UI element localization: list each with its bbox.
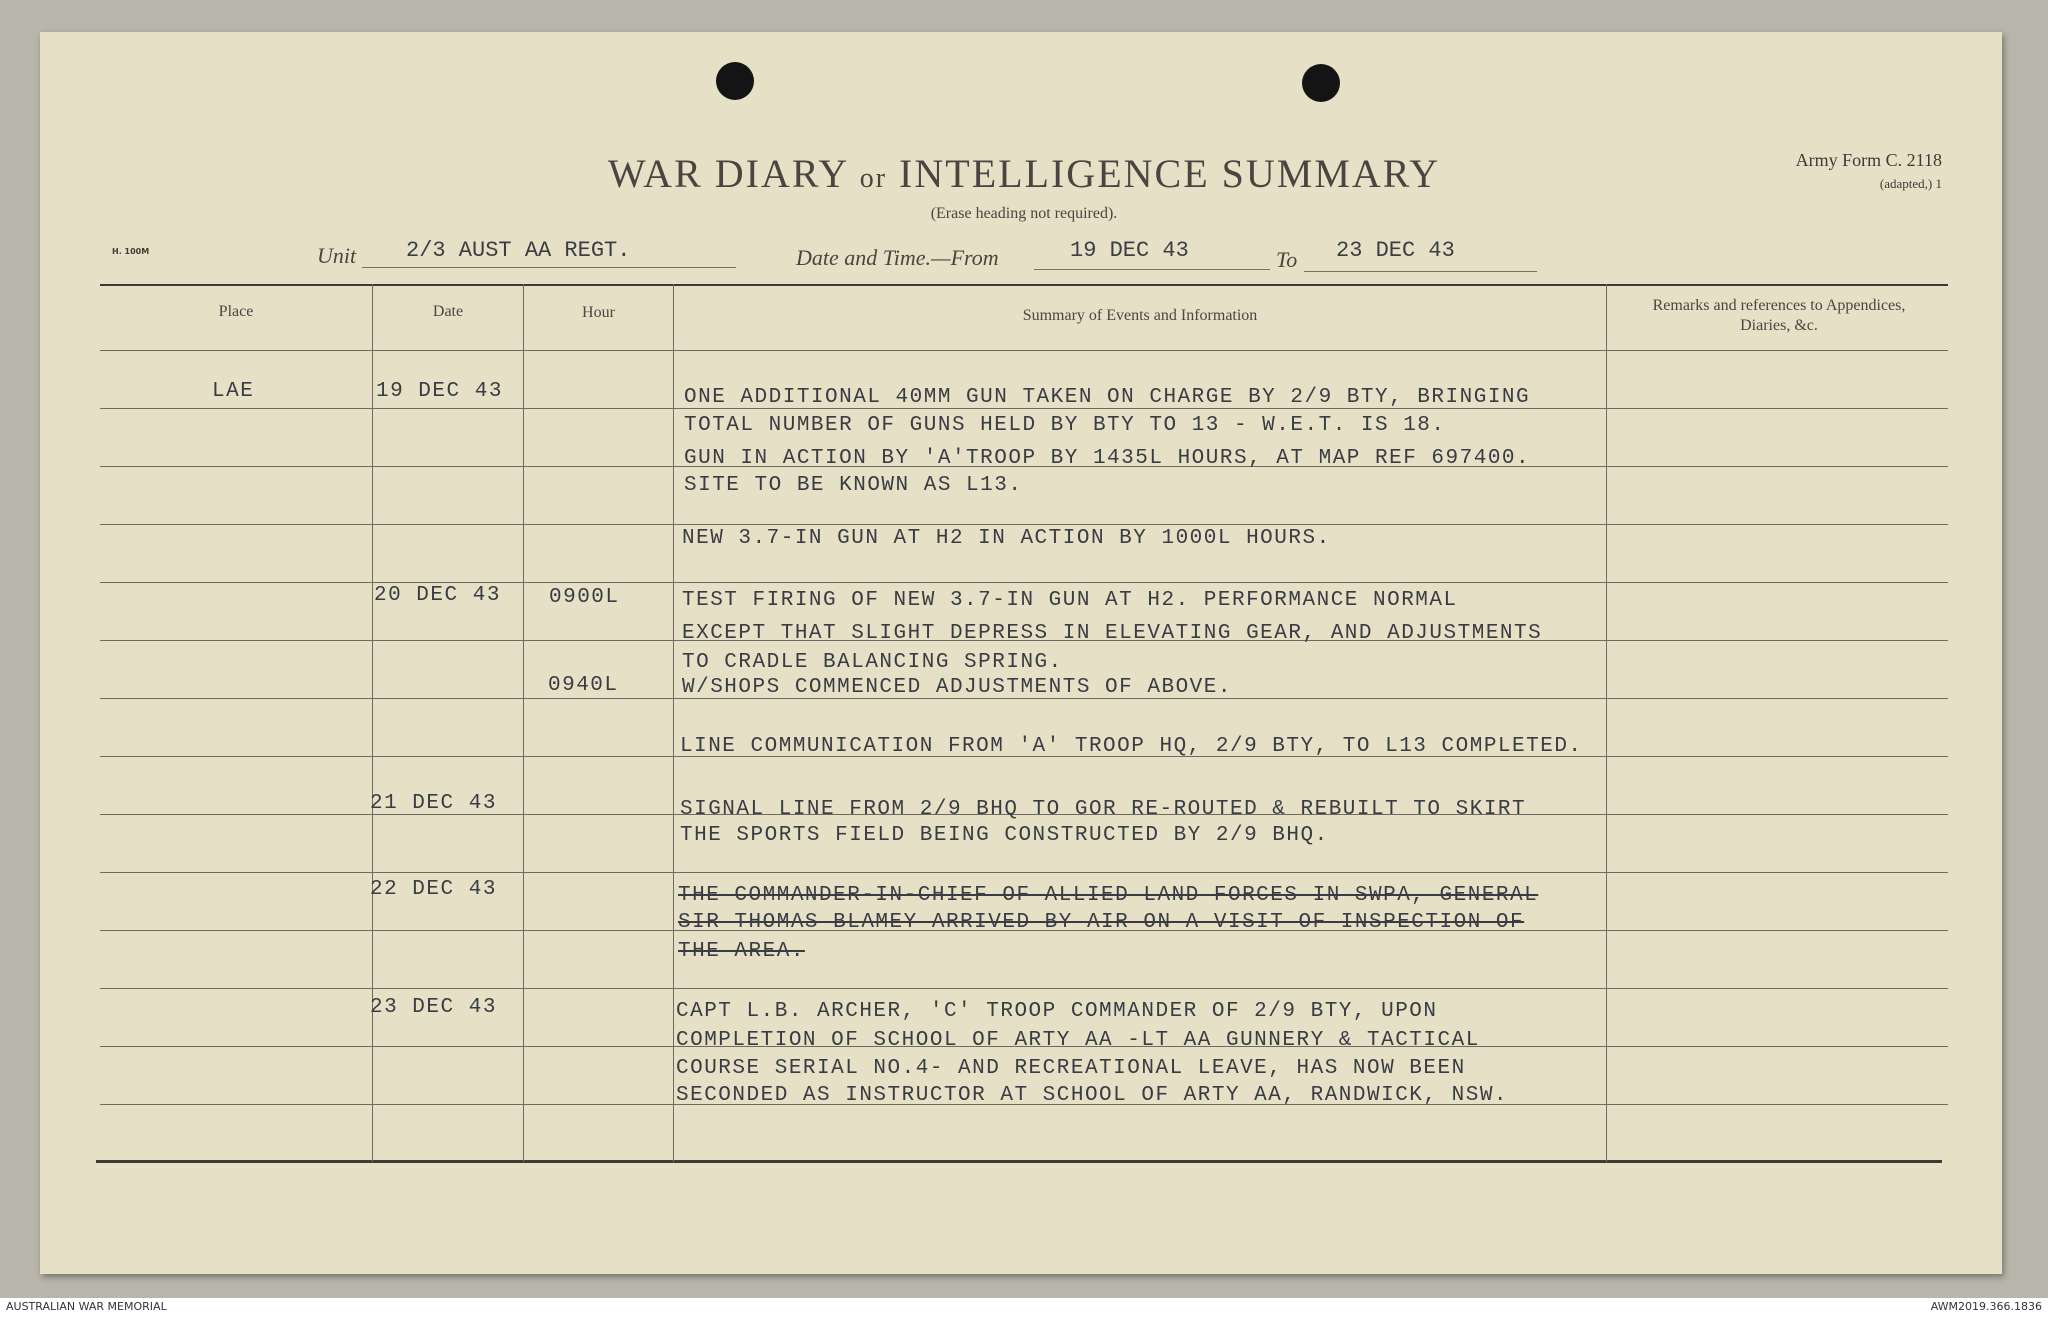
- col-header-hour: Hour: [582, 304, 615, 321]
- col-separator-place: [372, 284, 373, 1162]
- ruled-line: [100, 988, 1948, 989]
- summary-line: SITE TO BE KNOWN AS L13.: [684, 474, 1023, 497]
- ruled-line: [100, 582, 1948, 583]
- col-header-remarks: Remarks and references to Appendices, Diaries, &c.: [1652, 297, 1906, 334]
- date-entry: 23 DEC 43: [370, 996, 497, 1019]
- ruled-line: [100, 524, 1948, 525]
- unit-value: 2/3 AUST AA REGT.: [406, 238, 631, 263]
- summary-line: COURSE SERIAL NO.4- AND RECREATIONAL LEAVE, HAS NOW BEEN: [676, 1057, 1466, 1080]
- table-top-rule: [100, 284, 1948, 286]
- struck-summary-line: THE AREA.: [678, 940, 805, 963]
- erase-note: (Erase heading not required).: [930, 205, 1118, 222]
- unit-label: Unit: [317, 243, 357, 268]
- form-adapted: [1796, 172, 1942, 196]
- col-header-date: Date: [432, 303, 464, 320]
- summary-line: ONE ADDITIONAL 40MM GUN TAKEN ON CHARGE BY 2/9 BTY, BRINGING: [684, 386, 1531, 409]
- title-or: or: [859, 163, 888, 194]
- col-separator-summary: [1606, 284, 1607, 1162]
- date-from-label: Date and Time.—From: [796, 245, 999, 270]
- date-from-value: 19 DEC 43: [1070, 238, 1189, 263]
- archive-credit: AUSTRALIAN WAR MEMORIAL: [6, 1300, 167, 1313]
- summary-line: TOTAL NUMBER OF GUNS HELD BY BTY TO 13 - W.E.T. IS 18.: [684, 414, 1446, 437]
- punch-hole-right: [1302, 64, 1340, 102]
- form-number-block: [1796, 148, 1942, 196]
- summary-line: THE SPORTS FIELD BEING CONSTRUCTED BY 2/9 BHQ.: [680, 824, 1329, 847]
- date-to-value: 23 DEC 43: [1336, 238, 1455, 263]
- col-separator-date: [523, 284, 524, 1162]
- hour-entry: 0900L: [549, 586, 620, 609]
- date-from-underline: [1034, 269, 1270, 270]
- date-entry: 20 DEC 43: [374, 584, 501, 607]
- summary-line: W/SHOPS COMMENCED ADJUSTMENTS OF ABOVE.: [682, 676, 1232, 699]
- form-number: Army Form C. 2118: [1795, 150, 1942, 170]
- struck-summary-line: SIR THOMAS BLAMEY ARRIVED BY AIR ON A VISIT OF INSPECTION OF: [678, 911, 1525, 934]
- date-entry: 19 DEC 43: [376, 380, 503, 403]
- form-adapted-label: (adapted,): [1879, 176, 1933, 191]
- header-rule: [100, 350, 1948, 351]
- summary-line: EXCEPT THAT SLIGHT DEPRESS IN ELEVATING GEAR, AND ADJUSTMENTS: [682, 622, 1543, 645]
- summary-line: LINE COMMUNICATION FROM 'A' TROOP HQ, 2/9 BTY, TO L13 COMPLETED.: [680, 735, 1583, 758]
- struck-summary-line: THE COMMANDER-IN-CHIEF OF ALLIED LAND FORCES IN SWPA, GENERAL: [678, 884, 1539, 907]
- date-entry: 21 DEC 43: [370, 792, 497, 815]
- form-adapted-mark: 1: [1935, 176, 1942, 191]
- summary-line: SECONDED AS INSTRUCTOR AT SCHOOL OF ARTY AA, RANDWICK, NSW.: [676, 1084, 1509, 1107]
- hour-entry: 0940L: [548, 674, 619, 697]
- col-header-summary: Summary of Events and Information: [1022, 307, 1258, 324]
- summary-line: TEST FIRING OF NEW 3.7-IN GUN AT H2. PERFORMANCE NORMAL: [682, 589, 1458, 612]
- place-entry: LAE: [212, 380, 255, 403]
- summary-line: TO CRADLE BALANCING SPRING.: [682, 651, 1063, 674]
- ruled-line: [100, 872, 1948, 873]
- date-entry: 22 DEC 43: [370, 878, 497, 901]
- title-part-2: INTELLIGENCE SUMMARY: [899, 151, 1441, 196]
- unit-underline: [362, 267, 736, 268]
- col-header-place: Place: [218, 303, 254, 320]
- title-part-1: WAR DIARY: [607, 151, 848, 196]
- archive-reference: AWM2019.366.1836: [1930, 1300, 2042, 1313]
- punch-hole-left: [716, 62, 754, 100]
- summary-line: CAPT L.B. ARCHER, 'C' TROOP COMMANDER OF 2/9 BTY, UPON: [676, 1000, 1438, 1023]
- summary-line: SIGNAL LINE FROM 2/9 BHQ TO GOR RE-ROUTED & REBUILT TO SKIRT: [680, 798, 1527, 821]
- date-to-label: To: [1276, 247, 1298, 272]
- date-to-underline: [1304, 271, 1537, 272]
- summary-line: NEW 3.7-IN GUN AT H2 IN ACTION BY 1000L HOURS.: [682, 527, 1331, 550]
- col-separator-hour: [673, 284, 674, 1162]
- summary-line: COMPLETION OF SCHOOL OF ARTY AA -LT AA GUNNERY & TACTICAL: [676, 1029, 1480, 1052]
- archive-footer: [0, 1298, 2048, 1317]
- form-title: [0, 150, 2048, 197]
- summary-line: GUN IN ACTION BY 'A'TROOP BY 1435L HOURS, AT MAP REF 697400.: [684, 447, 1531, 470]
- print-code: H. 100M: [112, 247, 150, 256]
